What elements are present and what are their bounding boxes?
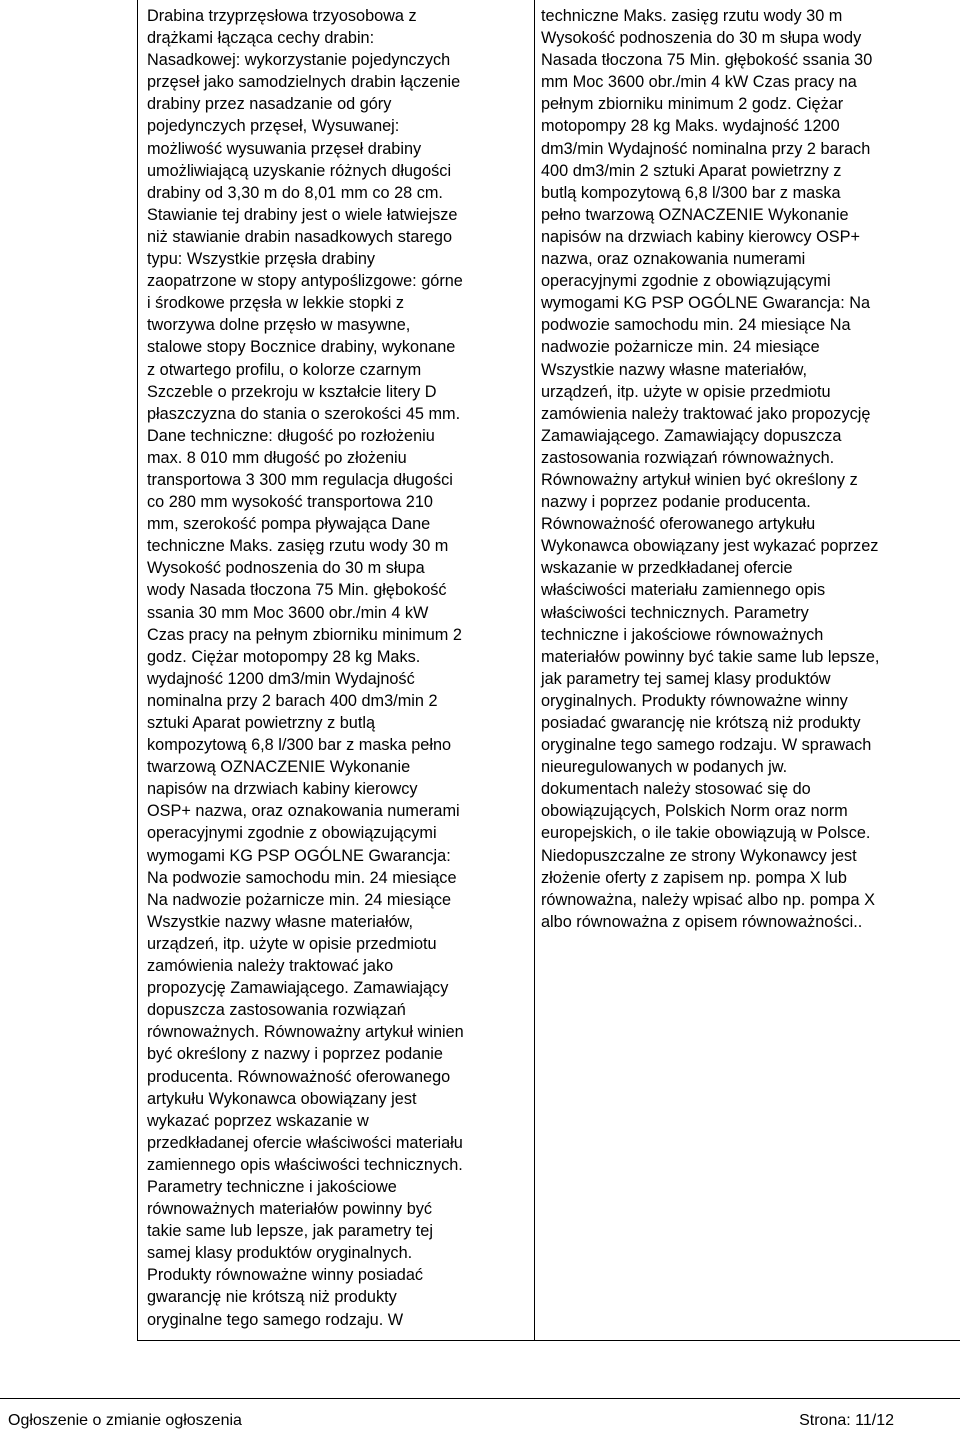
page-number: Strona: 11/12 (799, 1412, 894, 1429)
right-cell-text: techniczne Maks. zasięg rzutu wody 30 m Wysokość podnoszenia do 30 m słupa wody Nasada tłoczona 75 Min. głębokość ssania 30 mm Moc 3600 obr./min 4 kW Czas pracy na pełnym zbiorniku minimum 2 godz. Ciężar motopompy 28 kg Maks. wydajność 1200 dm3/min Wydajność nominalna przy 2 barach 400 dm3/min 2 sztuki Aparat powietrzny z butlą kompozytową 6,8 l/300 bar z maska pełno twarzową OZNACZENIE Wykonanie napisów na drzwiach kabiny kierowcy OSP+ nazwa, oraz oznakowania numerami operacyjnymi zgodnie z obowiązującymi wymogami KG PSP OGÓLNE Gwarancja: Na podwozie samochodu min. 24 miesiące Na nadwozie pożarnicze min. 24 miesiące Wszystkie nazwy własne materiałów, urządzeń, itp. użyte w opisie przedmiotu zamówienia należy traktować jako propozycję Zamawiającego. Zamawiający dopuszcza zastosowania rozwiązań równoważnych. Równoważny artykuł winien być określony z nazwy i poprzez podanie producenta. Równoważność oferowanego artykułu Wykonawca obowiązany jest wykazać poprzez wskazanie w przedkładanej ofercie właściwości materiału zamiennego opis właściwości technicznych. Parametry techniczne i jakościowe równoważnych materiałów powinny być takie same lub lepsze, jak parametry tej samej klasy produktów oryginalnych. Produkty równoważne winny posiadać gwarancję nie krótszą niż produkty oryginalne tego samego rodzaju. W sprawach nieuregulowanych w podanych jw. dokumentach należy stosować się do obowiązujących, Polskich Norm oraz norm europejskich, o ile takie obowiązują w Polsce. Niedopuszczalne ze strony Wykonawcy jest złożenie oferty z zapisem np. pompa X lub równoważna, należy wpisać albo np. pompa X albo równoważna z opisem równoważności.. (541, 7, 880, 931)
left-cell-text: Drabina trzyprzęsłowa trzyosobowa z drążkami łącząca cechy drabin: Nasadkowej: wykorzystanie pojedynczych przęseł jako samodzielnych drabin łączenie drabiny przez nasadzanie od góry pojedynczych przęseł, Wysuwanej: możliwość wysuwania przęseł drabiny umożliwiającą uzyskanie różnych długości drabiny od 3,30 m do 8,01 mm co 28 cm. Stawianie tej drabiny jest o wiele łatwiejsze niż stawianie drabin nasadkowych starego typu: Wszystkie przęsła drabiny zaopatrzone w stopy antypoślizgowe: górne i środkowe przęsła w lekkie stopki z tworzywa dolne przęsło w masywne, stalowe stopy Bocznice drabiny, wykonane z otwartego profilu, o kolorze czarnym Szczeble o przekroju w kształcie litery D płaszczyzna do stania o szerokości 45 mm. Dane techniczne: długość po rozłożeniu max. 8 010 mm długość po złożeniu transportowa 3 300 mm regulacja długości co 280 mm wysokość transportowa 210 mm, szerokość pompa pływająca Dane techniczne Maks. zasięg rzutu wody 30 m Wysokość podnoszenia do 30 m słupa wody Nasada tłoczona 75 Min. głębokość ssania 30 mm Moc 3600 obr./min 4 kW Czas pracy na pełnym zbiorniku minimum 2 godz. Ciężar motopompy 28 kg Maks. wydajność 1200 dm3/min Wydajność nominalna przy 2 barach 400 dm3/min 2 sztuki Aparat powietrzny z butlą kompozytową 6,8 l/300 bar z maska pełno twarzową OZNACZENIE Wykonanie napisów na drzwiach kabiny kierowcy OSP+ nazwa, oraz oznakowania numerami operacyjnymi zgodnie z obowiązującymi wymogami KG PSP OGÓLNE Gwarancja: Na podwozie samochodu min. 24 miesiące Na nadwozie pożarnicze min. 24 miesiące Wszystkie nazwy własne materiałów, urządzeń, itp. użyte w opisie przedmiotu zamówienia należy traktować jako propozycję Zamawiającego. Zamawiający dopuszcza zastosowania rozwiązań równoważnych. Równoważny artykuł winien być określony z nazwy i poprzez podanie producenta. Równoważność oferowanego artykułu Wykonawca obowiązany jest wykazać poprzez wskazanie w przedkładanej ofercie właściwości materiału zamiennego opis właściwości technicznych. Parametry techniczne i jakościowe równoważnych materiałów powinny być takie same lub lepsze, jak parametry tej samej klasy produktów oryginalnych. Produkty równoważne winny posiadać gwarancję nie krótszą niż produkty oryginalne tego samego rodzaju. W (138, 0, 535, 1340)
page-footer (0, 1398, 960, 1429)
footer-title: Ogłoszenie o zmianie ogłoszenia (8, 1412, 242, 1429)
specification-table (137, 0, 960, 1341)
